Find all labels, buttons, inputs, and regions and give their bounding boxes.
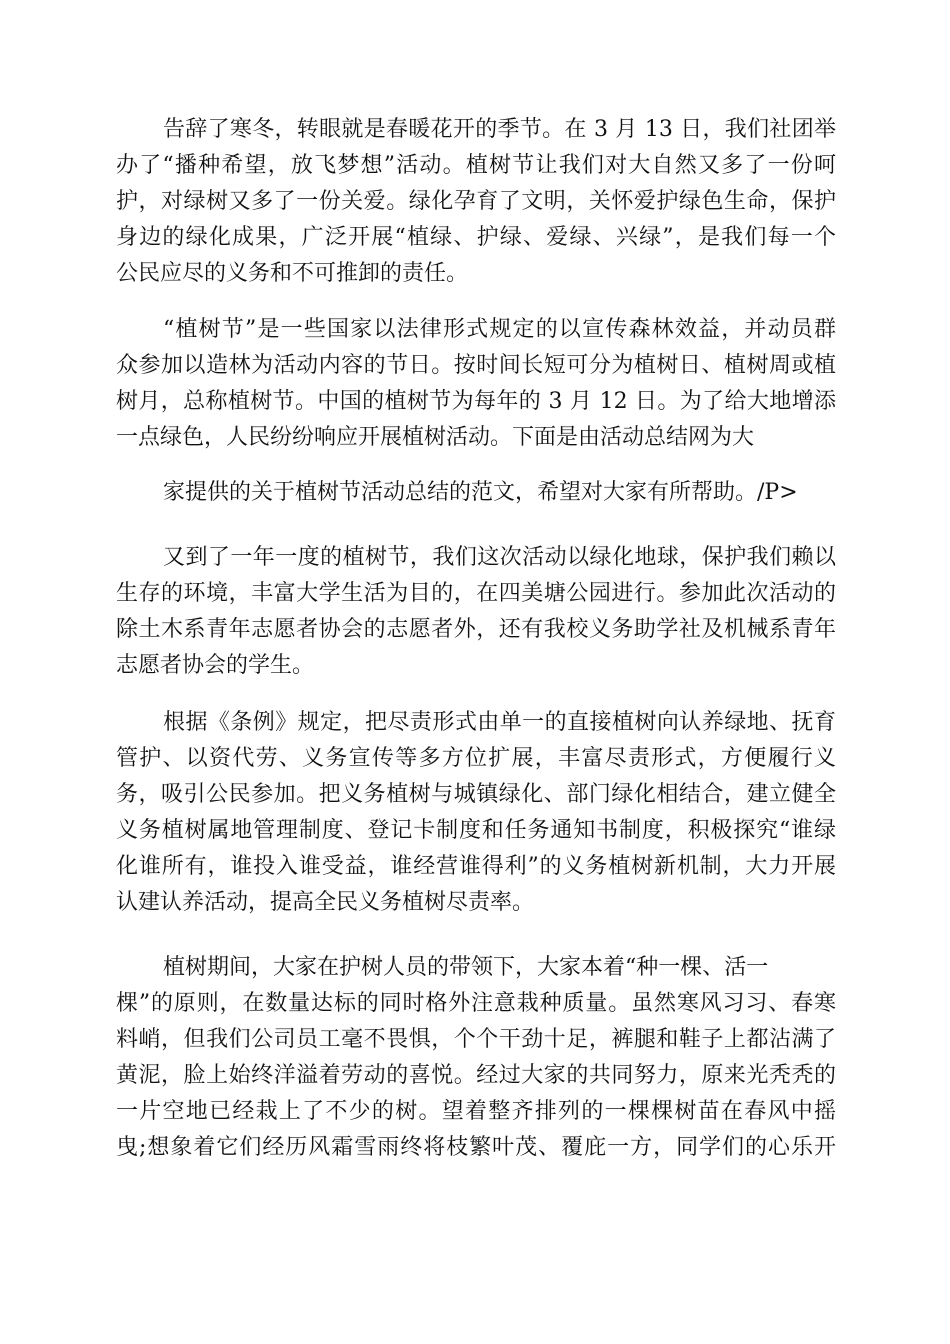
text-line: 管护、以资代劳、义务宣传等多方位扩展，丰富尽责形式，方便履行义 xyxy=(116,746,836,771)
text-line: 根据《条例》规定，把尽责形式由单一的直接植树向认养绿地、抚育 xyxy=(163,710,836,735)
text-line: 众参加以造林为活动内容的节日。按时间长短可分为植树日、植树周或植 xyxy=(116,353,836,378)
text-line: 公民应尽的义务和不可推卸的责任。 xyxy=(116,261,469,286)
text-line: 一片空地已经栽上了不少的树。望着整齐排列的一棵棵树苗在春风中摇 xyxy=(116,1099,836,1124)
text-line: 树月，总称植树节。中国的植树节为每年的 3 月 12 日。为了给大地增添 xyxy=(116,389,836,414)
text-line: 曳;想象着它们经历风霜雪雨终将枝繁叶茂、覆庇一方，同学们的心乐开 xyxy=(116,1135,836,1160)
text-line: 一点绿色，人民纷纷响应开展植树活动。下面是由活动总结网为大 xyxy=(116,425,755,450)
paragraph-5 xyxy=(116,705,836,921)
paragraph-1 xyxy=(116,112,836,292)
text-line: “植树节”是一些国家以法律形式规定的以宣传森林效益，并动员群 xyxy=(163,317,836,342)
text-line: 义务植树属地管理制度、登记卡制度和任务通知书制度，积极探究“谁绿 xyxy=(116,818,836,843)
text-line: 身边的绿化成果，广泛开展“植绿、护绿、爱绿、兴绿”，是我们每一个 xyxy=(116,225,836,250)
text-line: 又到了一年一度的植树节，我们这次活动以绿化地球，保护我们赖以 xyxy=(163,545,836,570)
text-line: 务，吸引公民参加。把义务植树与城镇绿化、部门绿化相结合，建立健全 xyxy=(116,782,836,807)
text-line: 家提供的关于植树节活动总结的范文，希望对大家有所帮助。/P> xyxy=(163,480,798,505)
text-line: 料峭，但我们公司员工毫不畏惧，个个干劲十足，裤腿和鞋子上都沾满了 xyxy=(116,1027,836,1052)
text-line: 生存的环境，丰富大学生活为目的，在四美塘公园进行。参加此次活动的 xyxy=(116,581,836,606)
paragraph-4 xyxy=(116,540,836,684)
paragraph-3 xyxy=(116,475,836,511)
text-line: 化谁所有，谁投入谁受益，谁经营谁得利”的义务植树新机制，大力开展 xyxy=(116,854,836,879)
text-line: 认建认养活动，提高全民义务植树尽责率。 xyxy=(116,890,535,915)
text-line: 办了“播种希望，放飞梦想”活动。植树节让我们对大自然又多了一份呵 xyxy=(116,153,836,178)
text-line: 护，对绿树又多了一份关爱。绿化孕育了文明，关怀爱护绿色生命，保护 xyxy=(116,189,836,214)
text-line: 志愿者协会的学生。 xyxy=(116,653,315,678)
text-line: 黄泥，脸上始终洋溢着劳动的喜悦。经过大家的共同努力，原来光秃秃的 xyxy=(116,1063,836,1088)
text-line: 告辞了寒冬，转眼就是春暖花开的季节。在 3 月 13 日，我们社团举 xyxy=(163,117,836,142)
paragraph-2 xyxy=(116,312,836,456)
text-line: 植树期间，大家在护树人员的带领下，大家本着“种一棵、活一 xyxy=(163,955,769,980)
text-line: 除土木系青年志愿者协会的志愿者外，还有我校义务助学社及机械系青年 xyxy=(116,617,836,642)
paragraph-6 xyxy=(116,950,836,1166)
text-line: 棵”的原则，在数量达标的同时格外注意栽种质量。虽然寒风习习、春寒 xyxy=(116,991,836,1016)
